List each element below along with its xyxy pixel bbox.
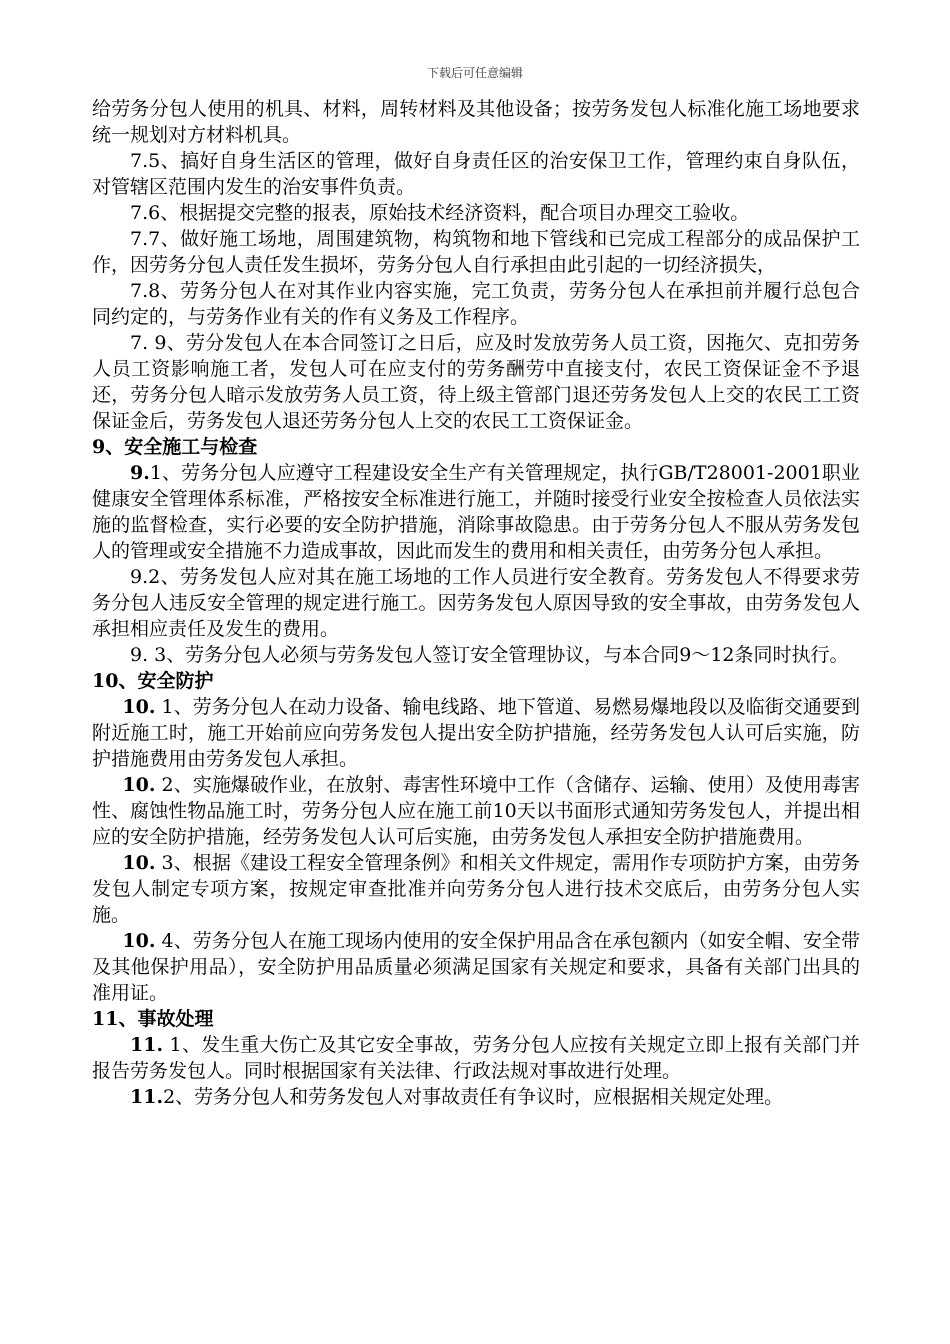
- page-header-watermark: 下载后可任意编辑: [426, 66, 523, 80]
- clause-number: 10.: [122, 774, 156, 796]
- section-heading-9: 9、安全施工与检查: [92, 436, 258, 458]
- clause-text: 1、发生重大伤亡及其它安全事故，劳务分包人应按有关规定立即上报有关部门并报告劳务发包人。同时根据国家有关法律、行政法规对事故进行处理。: [92, 1034, 860, 1082]
- section-heading-11: 11、事故处理: [92, 1008, 214, 1030]
- clause-number: 10.: [122, 696, 156, 718]
- paragraph-7-6: 7.6、根据提交完整的报表，原始技术经济资料，配合项目办理交工验收。: [130, 202, 750, 224]
- section-heading-10: 10、安全防护: [92, 670, 214, 692]
- paragraph-10-4: [92, 928, 860, 1006]
- paragraph-11-1: [92, 1032, 860, 1084]
- clause-number: 10.: [122, 930, 156, 952]
- clause-text: 1、劳务分包人在动力设备、输电线路、地下管道、易燃易爆地段以及临街交通要到附近施工时，施工开始前应向劳务发包人提出安全防护措施，经劳务发包人认可后实施，防护措施费用由劳务发包人承担。: [92, 696, 860, 770]
- paragraph-7-8: 7.8、劳务分包人在对其作业内容实施，完工负责，劳务分包人在承担前并履行总包合同约定的，与劳务作业有关的作有义务及工作程序。: [92, 280, 860, 328]
- clause-number: 10.: [122, 852, 156, 874]
- paragraph-7-9: 7. 9、劳分发包人在本合同签订之日后，应及时发放劳务人员工资，因拖欠、克扣劳务人员工资影响施工者，发包人可在应支付的劳务酬劳中直接支付，农民工资保证金不予退还，劳务分包人暗示发放劳务人员工资，待上级主管部门退还劳务发包人上交的农民工工资保证金后，劳务发包人退还劳务分包人上交的农民工工资保证金。: [92, 332, 860, 432]
- clause-text: 1、劳务分包人应遵守工程建设安全生产有关管理规定，执行GB/T28001-2001职业健康安全管理体系标准，严格按安全标准进行施工，并随时接受行业安全按检查人员依法实施的监督检查，实行必要的安全防护措施，消除事故隐患。由于劳务分包人不服从劳务发包人的管理或安全措施不力造成事故，因此而发生的费用和相关责任，由劳务分包人承担。: [92, 462, 860, 562]
- paragraph-10-1: [92, 694, 860, 772]
- paragraph-10-2: [92, 772, 860, 850]
- clause-number: 11.: [130, 1034, 164, 1056]
- clause-text: 3、根据《建设工程安全管理条例》和相关文件规定，需用作专项防护方案，由劳务发包人制定专项方案，按规定审查批准并向劳务分包人进行技术交底后，由劳务分包人实施。: [92, 852, 860, 926]
- clause-text: 4、劳务分包人在施工现场内使用的安全保护用品含在承包额内（如安全帽、安全带及其他保护用品），安全防护用品质量必须满足国家有关规定和要求，具备有关部门出具的准用证。: [92, 930, 860, 1004]
- document-body: [92, 96, 860, 1110]
- clause-text: 2、劳务分包人和劳务发包人对事故责任有争议时，应根据相关规定处理。: [163, 1086, 784, 1108]
- paragraph-7-5: 7.5、搞好自身生活区的管理，做好自身责任区的治安保卫工作，管理约束自身队伍，对管辖区范围内发生的治安事件负责。: [92, 150, 860, 198]
- paragraph-9-2: 9.2、劳务发包人应对其在施工场地的工作人员进行安全教育。劳务发包人不得要求劳务分包人违反安全管理的规定进行施工。因劳务发包人原因导致的安全事故，由劳务发包人承担相应责任及发生的费用。: [92, 566, 860, 640]
- paragraph-10-3: [92, 850, 860, 928]
- paragraph-9-1: [92, 460, 860, 564]
- paragraph-7-7: 7.7、做好施工场地，周围建筑物，构筑物和地下管线和已完成工程部分的成品保护工作，因劳务分包人责任发生损坏，劳务分包人自行承担由此引起的一切经济损失，: [92, 228, 860, 276]
- clause-number: 9.: [130, 462, 150, 484]
- clause-number: 11.: [130, 1086, 164, 1108]
- paragraph-11-2: [92, 1084, 860, 1110]
- clause-text: 2、实施爆破作业，在放射、毒害性环境中工作（含储存、运输、使用）及使用毒害性、腐蚀性物品施工时，劳务分包人应在施工前10天以书面形式通知劳务发包人，并提出相应的安全防护措施，经劳务发包人认可后实施，由劳务发包人承担安全防护措施费用。: [92, 774, 860, 848]
- paragraph-continuation: 给劳务分包人使用的机具、材料，周转材料及其他设备；按劳务发包人标准化施工场地要求统一规划对方材料机具。: [92, 98, 860, 146]
- paragraph-9-3: 9. 3、劳务分包人必须与劳务发包人签订安全管理协议，与本合同9～12条同时执行。: [130, 644, 849, 666]
